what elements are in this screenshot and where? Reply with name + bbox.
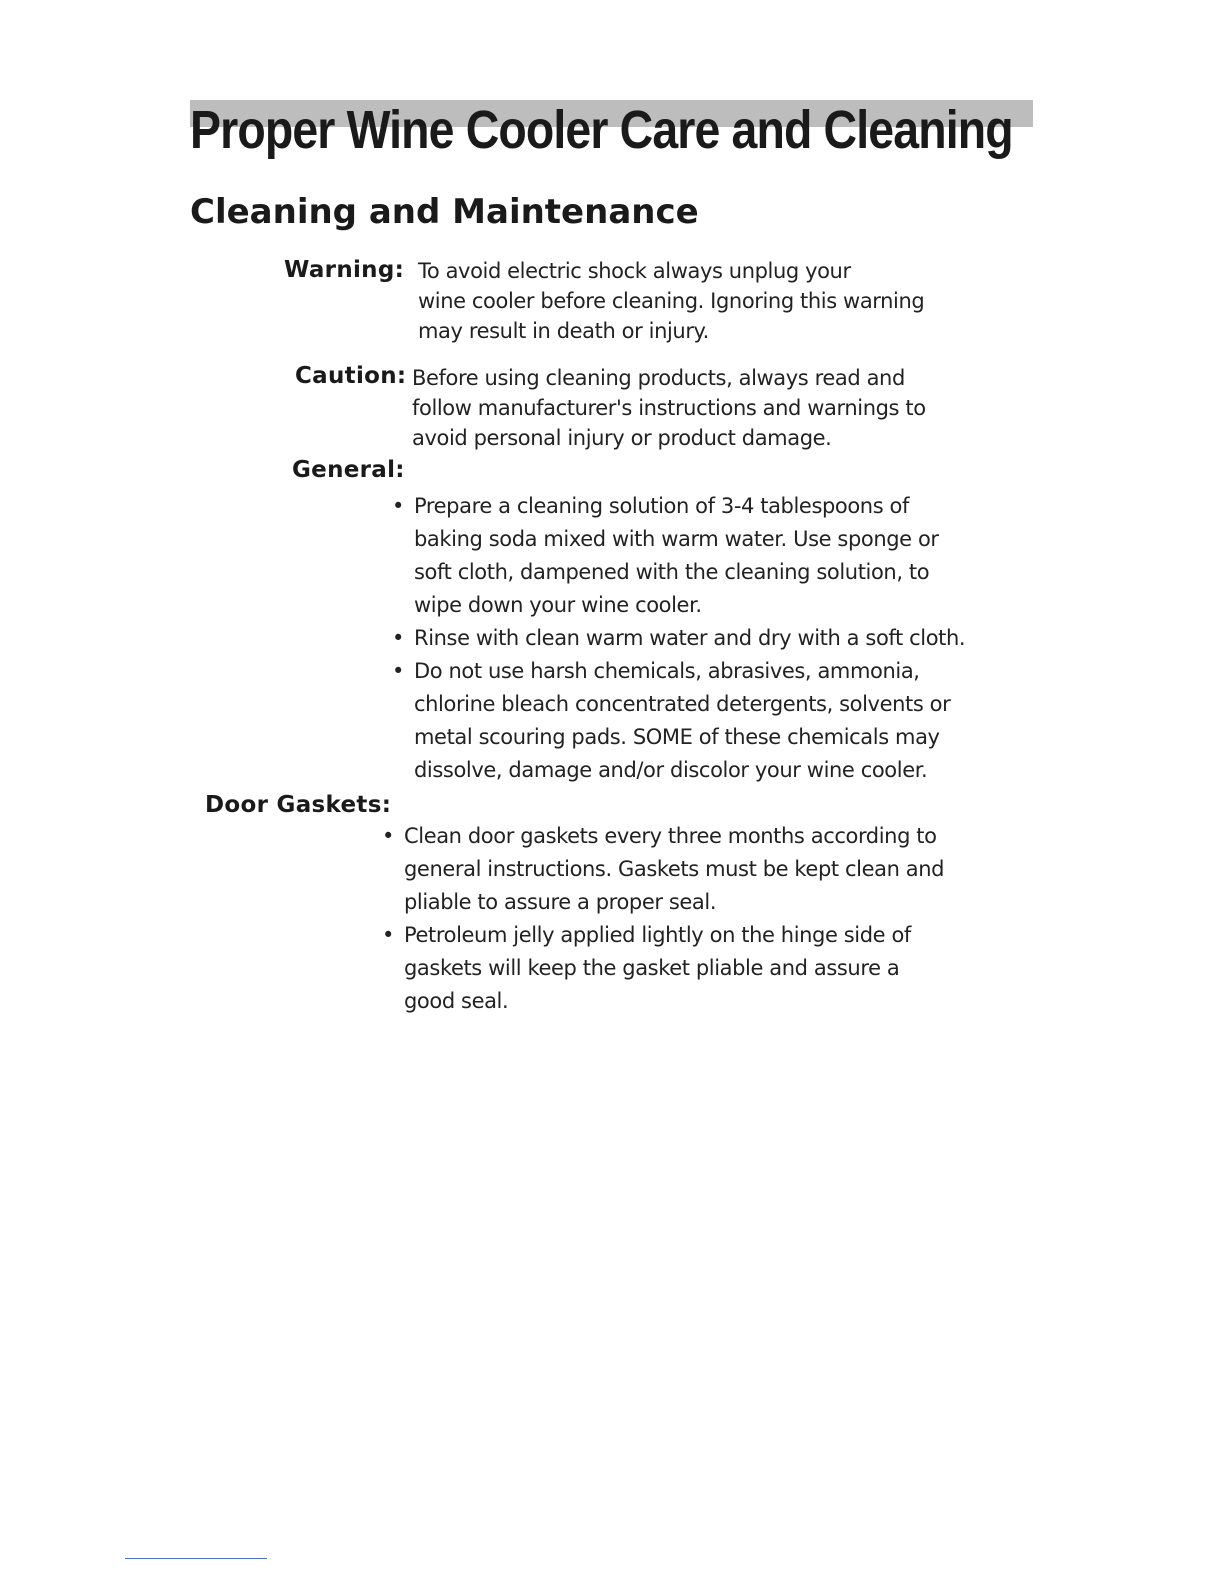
list-item-line: chlorine bleach concentrated detergents, solvents or [414,692,951,716]
list-item-line: soft cloth, dampened with the cleaning solution, to [414,560,930,584]
list-item-line: Clean door gaskets every three months according to [404,824,937,848]
list-item-line: gaskets will keep the gasket pliable and assure a [404,956,900,980]
list-item-line: metal scouring pads. SOME of these chemicals may [414,725,940,749]
list-item-line: baking soda mixed with warm water. Use sponge or [414,527,939,551]
list-item-line: good seal. [404,989,509,1013]
bullet-icon: • [382,824,394,848]
list-item [382,820,944,919]
door-gaskets-label: Door Gaskets: [205,792,392,818]
footer-rule [125,1558,267,1559]
list-item-line: Petroleum jelly applied lightly on the hinge side of [404,923,911,947]
warning-line: may result in death or injury. [418,319,709,343]
list-item-line: pliable to assure a proper seal. [404,890,717,914]
list-item [392,622,965,655]
list-item [382,919,944,1018]
warning-label: Warning: [284,257,405,283]
bullet-icon: • [392,659,404,683]
list-item [392,655,965,787]
bullet-icon: • [392,494,404,518]
bullet-icon: • [382,923,394,947]
bullet-icon: • [392,626,404,650]
list-item-line: dissolve, damage and/or discolor your wine cooler. [414,758,928,782]
section-heading: Cleaning and Maintenance [190,192,699,232]
caution-label: Caution: [295,363,407,389]
general-list [392,490,965,787]
caution-line: avoid personal injury or product damage. [412,426,832,450]
list-item [392,490,965,622]
general-label: General: [292,457,405,483]
list-item-line: Prepare a cleaning solution of 3-4 tablespoons of [414,494,909,518]
list-item-line: general instructions. Gaskets must be kept clean and [404,857,945,881]
warning-line: wine cooler before cleaning. Ignoring this warning [418,289,925,313]
caution-line: follow manufacturer's instructions and warnings to [412,396,926,420]
list-item-line: wipe down your wine cooler. [414,593,702,617]
warning-text [418,256,924,346]
caution-text [412,363,926,453]
door-gaskets-list [382,820,944,1018]
page-title: Proper Wine Cooler Care and Cleaning [190,100,1013,160]
warning-line: To avoid electric shock always unplug your [418,259,851,283]
list-item-line: Do not use harsh chemicals, abrasives, ammonia, [414,659,920,683]
list-item-line: Rinse with clean warm water and dry with a soft cloth. [414,626,966,650]
caution-line: Before using cleaning products, always read and [412,366,905,390]
